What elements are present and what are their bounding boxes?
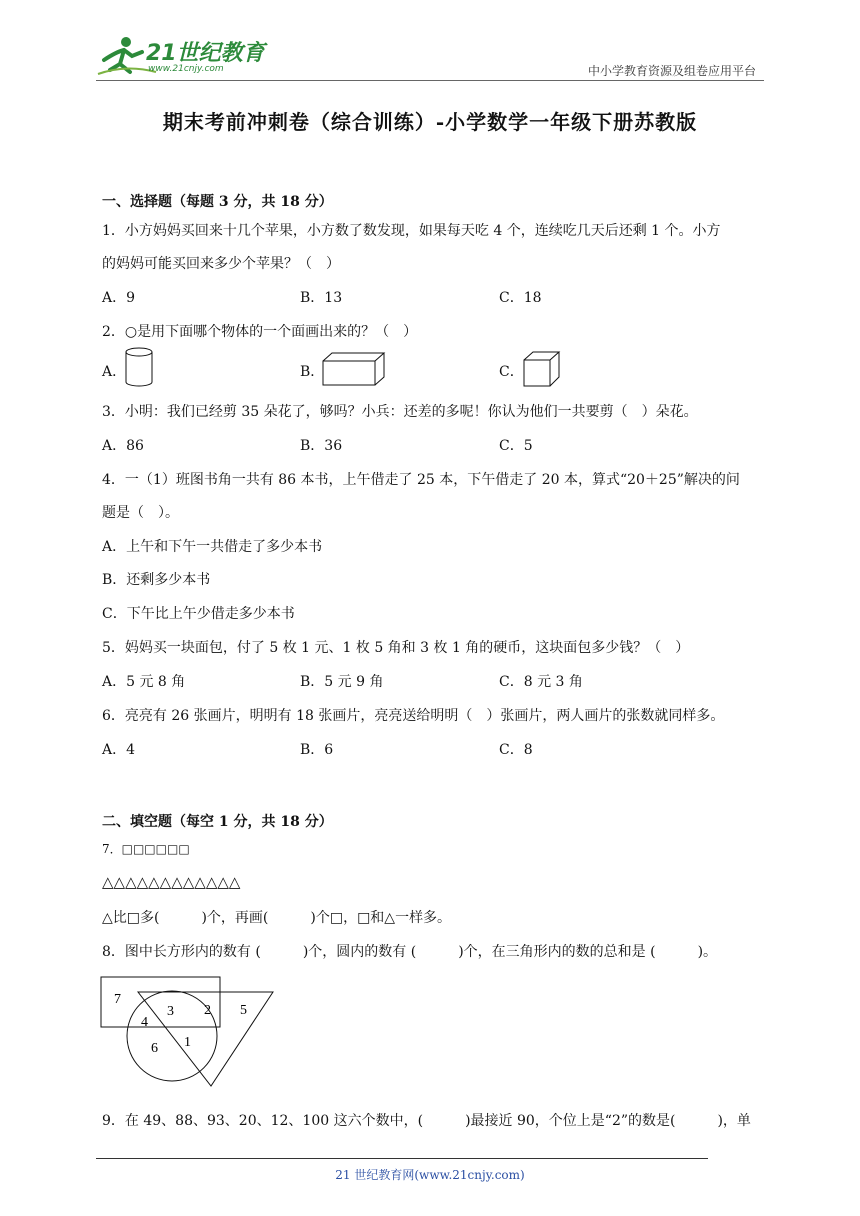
q9-text: 9．在 49、88、93、20、12、100 这六个数中，( )最接近 90，个位上是“2”的数是( )，单: [102, 1113, 751, 1129]
q3-option-c: C．5: [499, 438, 533, 454]
q1-option-c: C．18: [499, 290, 542, 306]
q5-option-c: C．8 元 3 角: [499, 674, 583, 690]
venn-number: 6: [151, 1041, 158, 1056]
q2-option-a: A．: [102, 364, 127, 380]
q5-option-b: B．5 元 9 角: [300, 674, 384, 690]
q3-text: 3．小明：我们已经剪 35 朵花了，够吗？小兵：还差的多呢！你认为他们一共要剪（ ）朵花。: [102, 404, 698, 420]
section-heading-choice: 一、选择题（每题 3 分，共 18 分）: [102, 194, 333, 210]
venn-number: 2: [204, 1003, 211, 1018]
footer-divider: [96, 1158, 708, 1159]
q1-option-b: B．13: [300, 290, 343, 306]
header-platform-text: 中小学教育资源及组卷应用平台: [587, 64, 756, 78]
q4-option-a: A．上午和下午一共借走了多少本书: [102, 539, 323, 555]
q4-line1: 4．一（1）班图书角一共有 86 本书，上午借走了 25 本，下午借走了 20 本，算式“20＋25”解决的问: [102, 472, 740, 488]
footer-text: 21 世纪教育网(www.21cnjy.com): [335, 1168, 525, 1182]
logo-url: www.21cnjy.com: [148, 64, 224, 74]
venn-number: 4: [141, 1015, 148, 1030]
q6-text: 6．亮亮有 26 张画片，明明有 18 张画片，亮亮送给明明（ ）张画片，两人画片的张数就同样多。: [102, 708, 725, 724]
venn-number: 5: [240, 1003, 247, 1018]
q3-option-b: B．36: [300, 438, 343, 454]
section-heading-fill: 二、填空题（每空 1 分，共 18 分）: [102, 814, 333, 830]
q4-option-c: C．下午比上午少借走多少本书: [102, 606, 295, 622]
page-title: 期末考前冲刺卷（综合训练）-小学数学一年级下册苏教版: [162, 110, 698, 134]
q6-option-c: C．8: [499, 742, 533, 758]
q6-option-b: B．6: [300, 742, 334, 758]
logo-text: 21世纪教育: [146, 41, 265, 66]
venn-number: 3: [167, 1004, 174, 1019]
q7-triangles: △△△△△△△△△△△△: [102, 873, 241, 891]
venn-diagram: [100, 974, 276, 1090]
q4-line2: 题是（ ）。: [102, 505, 179, 521]
q8-text: 8．图中长方形内的数有 ( )个，圆内的数有 ( )个，在三角形内的数的总和是 ( )。: [102, 944, 718, 960]
q6-option-a: A．4: [102, 742, 136, 758]
q1-option-a: A．9: [102, 290, 136, 306]
cylinder-icon: [124, 346, 154, 388]
q2-option-c: C．: [499, 364, 524, 380]
q2-text: 2．○是用下面哪个物体的一个面画出来的？（ ）: [102, 324, 418, 340]
q3-option-a: A．86: [102, 438, 144, 454]
site-logo: [96, 34, 266, 78]
q5-option-a: A．5 元 8 角: [102, 674, 186, 690]
q1-line1: 1．小方妈妈买回来十几个苹果，小方数了数发现，如果每天吃 4 个，连续吃几天后还剩 1 个。小方: [102, 223, 721, 239]
q1-line2: 的妈妈可能买回来多少个苹果？（ ）: [102, 256, 340, 272]
q7-squares: 7．□□□□□□: [102, 842, 190, 856]
header-divider: [96, 80, 764, 81]
q4-option-b: B．还剩多少本书: [102, 572, 211, 588]
cuboid-icon: [322, 352, 386, 386]
q2-option-b: B．: [300, 364, 325, 380]
q5-text: 5．妈妈买一块面包，付了 5 枚 1 元、1 枚 5 角和 3 枚 1 角的硬币，这块面包多少钱？（ ）: [102, 640, 690, 656]
venn-number: 1: [184, 1035, 191, 1050]
cube-icon: [523, 351, 563, 387]
venn-number: 7: [114, 992, 121, 1007]
q7-question: △比□多( )个，再画( )个□，□和△一样多。: [102, 910, 452, 926]
